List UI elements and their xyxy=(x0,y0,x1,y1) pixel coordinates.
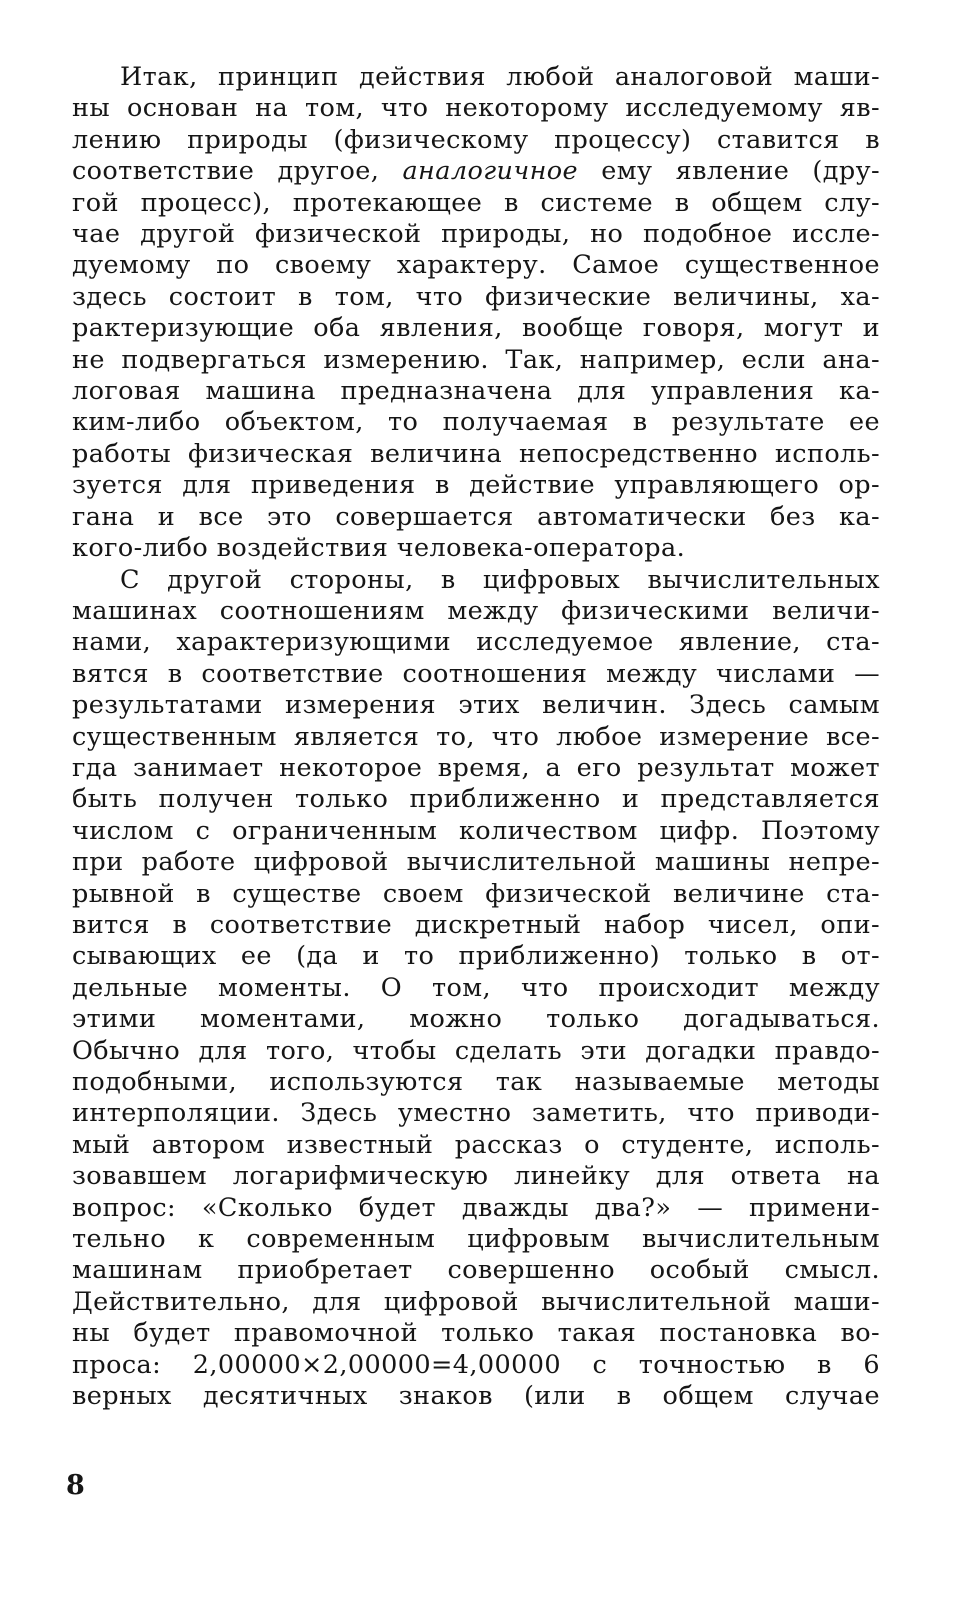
text-line: рактеризующие оба явления, вообще говоря, могут и xyxy=(72,313,880,344)
text-line: зовавшем логарифмическую линейку для ответа на xyxy=(72,1161,880,1192)
text-line: гана и все это совершается автоматически без ка- xyxy=(72,501,880,532)
page-number: 8 xyxy=(66,1470,85,1501)
text-line: вятся в соответствие соотношения между числами — xyxy=(72,658,880,689)
text-line: проса: 2,00000×2,00000=4,00000 с точностью в 6 xyxy=(72,1349,880,1380)
text-line: вопрос: «Сколько будет дважды два?» — примени- xyxy=(72,1192,880,1223)
text-line: ны основан на том, что некоторому исследуемому яв- xyxy=(72,93,880,124)
text-line: логовая машина предназначена для управления ка- xyxy=(72,376,880,407)
text-line: С другой стороны, в цифровых вычислительных xyxy=(120,564,880,595)
text-line: зуется для приведения в действие управляющего ор- xyxy=(72,470,880,501)
text-line: здесь состоит в том, что физические величины, ха- xyxy=(72,281,880,312)
page-text xyxy=(72,62,880,1412)
text-line: машинам приобретает совершенно особый смысл. xyxy=(72,1255,880,1286)
text-line: работы физическая величина непосредственно исполь- xyxy=(72,438,880,469)
text-line: гда занимает некоторое время, а его результат может xyxy=(72,752,880,783)
text-line: быть получен только приближенно и представляется xyxy=(72,784,880,815)
text-line: ким-либо объектом, то получаемая в результате ее xyxy=(72,407,880,438)
text-line: этими моментами, можно только догадываться. xyxy=(72,1004,880,1035)
text-line: интерполяции. Здесь уместно заметить, что приводи- xyxy=(72,1098,880,1129)
text-line: верных десятичных знаков (или в общем случае xyxy=(72,1381,880,1412)
text-line: лению природы (физическому процессу) ставится в xyxy=(72,124,880,155)
text-line: соответствие другое, аналогичное ему явление (дру- xyxy=(72,156,881,187)
text-line: подобными, используются так называемые методы xyxy=(72,1067,880,1097)
text-line: результатами измерения этих величин. Здесь самым xyxy=(72,690,880,721)
text-line: ны будет правомочной только такая постановка во- xyxy=(72,1318,880,1349)
text-line: числом с ограниченным количеством цифр. Поэтому xyxy=(72,815,880,846)
text-line: машинах соотношениям между физическими величи- xyxy=(72,595,880,626)
text-line: Итак, принцип действия любой аналоговой маши- xyxy=(120,62,880,92)
text-line: кого-либо воздействия человека-оператора. xyxy=(72,533,686,564)
paragraph-2 xyxy=(72,565,880,1413)
text-line: чае другой физической природы, но подобное иссле- xyxy=(72,219,880,250)
text-line: не подвергаться измерению. Так, например, если ана- xyxy=(72,344,880,375)
text-line: Обычно для того, чтобы сделать эти догадки правдо- xyxy=(72,1035,880,1066)
text-line: тельно к современным цифровым вычислительным xyxy=(72,1224,880,1255)
text-line: сывающих ее (да и то приближенно) только в от- xyxy=(72,941,880,972)
paragraph-1 xyxy=(72,62,880,565)
text-line: Действительно, для цифровой вычислительной маши- xyxy=(72,1286,880,1317)
text-line: вится в соответствие дискретный набор чисел, опи- xyxy=(72,909,880,940)
text-line: рывной в существе своем физической величине ста- xyxy=(72,878,880,909)
text-line: дельные моменты. О том, что происходит между xyxy=(72,972,880,1003)
emphasized-word: аналогичное xyxy=(402,156,579,187)
text-line: мый автором известный рассказ о студенте, исполь- xyxy=(72,1129,880,1160)
text-line: нами, характеризующими исследуемое явление, ста- xyxy=(72,627,880,658)
text-line: дуемому по своему характеру. Самое существенное xyxy=(72,250,880,281)
text-line: при работе цифровой вычислительной машины непре- xyxy=(72,847,880,878)
text-line: существенным является то, что любое измерение все- xyxy=(72,721,880,752)
text-line: гой процесс), протекающее в системе в общем слу- xyxy=(72,187,880,218)
